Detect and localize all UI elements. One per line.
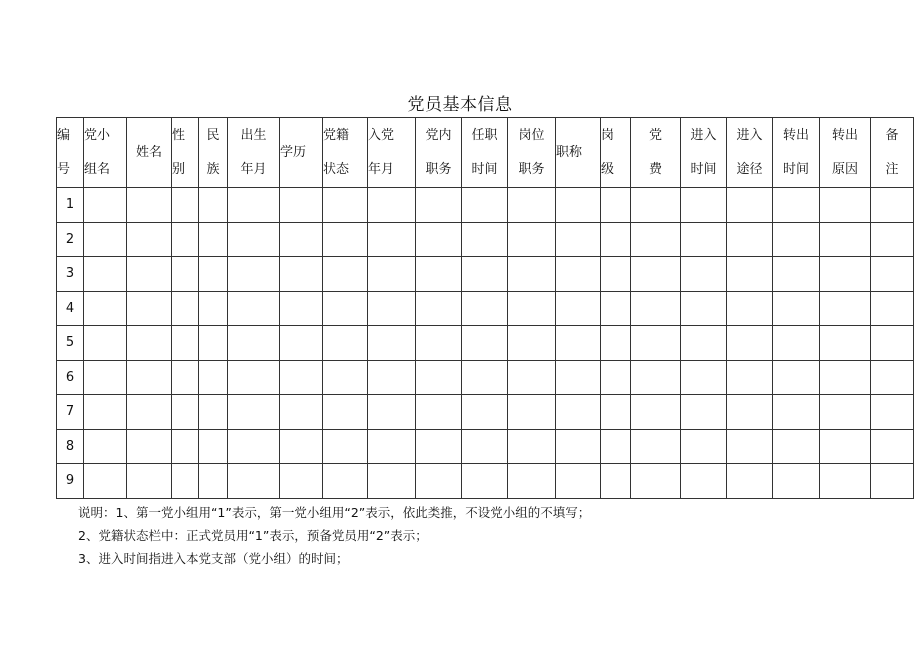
column-header-text: 任职 [471,127,498,143]
table-cell[interactable] [871,222,914,257]
table-cell[interactable] [172,188,199,223]
column-header [416,118,462,188]
table-cell[interactable] [820,257,871,292]
column-header-text: 时间 [782,161,809,177]
table-cell[interactable] [773,188,820,223]
table-cell[interactable] [228,395,280,430]
table-cell[interactable] [84,291,127,326]
table-cell[interactable] [84,222,127,257]
table-cell[interactable] [508,291,556,326]
member-info-table [56,117,914,499]
table-cell[interactable] [84,188,127,223]
column-header-text: 时间 [690,161,717,177]
column-header-text: 年月 [240,161,267,177]
table-cell[interactable] [199,257,228,292]
column-header-text: 费 [648,161,662,177]
table-cell[interactable] [368,395,416,430]
table-cell[interactable] [681,291,727,326]
table-cell[interactable] [172,429,199,464]
column-header-text: 入党 [368,127,395,143]
table-cell[interactable] [462,326,508,361]
table-cell[interactable] [127,188,172,223]
table-cell[interactable] [820,395,871,430]
table-cell[interactable] [280,188,323,223]
row-number: 1 [57,188,84,223]
column-header [323,118,368,188]
table-cell[interactable] [508,395,556,430]
table-cell[interactable] [199,360,228,395]
table-cell[interactable] [556,291,601,326]
table-row [57,257,914,292]
table-cell[interactable] [820,291,871,326]
table-cell[interactable] [681,360,727,395]
table-cell[interactable] [462,464,508,499]
table-cell[interactable] [462,188,508,223]
table-cell[interactable] [323,395,368,430]
table-cell[interactable] [368,188,416,223]
note-line: 3、进入时间指进入本党支部（党小组）的时间； [78,551,349,566]
column-header [508,118,556,188]
column-header-text: 进入 [690,127,717,143]
table-cell[interactable] [172,257,199,292]
table-cell[interactable] [199,222,228,257]
table-cell[interactable] [773,291,820,326]
column-header [601,118,631,188]
table-cell[interactable] [508,222,556,257]
column-header [228,118,280,188]
table-cell[interactable] [416,188,462,223]
table-cell[interactable] [631,326,681,361]
table-cell[interactable] [416,222,462,257]
table-cell[interactable] [199,291,228,326]
column-header-text: 民 [206,127,220,143]
column-header-text: 职称 [556,144,583,160]
table-cell[interactable] [416,360,462,395]
table-row [57,188,914,223]
column-header [871,118,914,188]
table-cell[interactable] [323,257,368,292]
table-cell[interactable] [280,291,323,326]
column-header-text: 党小 [84,127,111,143]
table-cell[interactable] [416,395,462,430]
page-title: 党员基本信息 [407,95,513,115]
table-row [57,429,914,464]
table-cell[interactable] [462,222,508,257]
table-cell[interactable] [280,326,323,361]
table-cell[interactable] [681,222,727,257]
table-cell[interactable] [127,291,172,326]
table-cell[interactable] [601,429,631,464]
table-cell[interactable] [773,464,820,499]
table-cell[interactable] [601,222,631,257]
table-cell[interactable] [820,188,871,223]
column-header-text: 组名 [84,161,111,177]
table-cell[interactable] [601,291,631,326]
table-cell[interactable] [280,464,323,499]
table-row [57,360,914,395]
table-cell[interactable] [368,291,416,326]
column-header [368,118,416,188]
column-header-text: 编 [57,127,71,143]
table-cell[interactable] [323,222,368,257]
table-cell[interactable] [727,429,773,464]
table-cell[interactable] [727,464,773,499]
table-cell[interactable] [631,395,681,430]
table-cell[interactable] [508,257,556,292]
table-cell[interactable] [228,222,280,257]
table-cell[interactable] [601,360,631,395]
table-cell[interactable] [871,395,914,430]
table-cell[interactable] [199,464,228,499]
column-header [631,118,681,188]
table-cell[interactable] [631,222,681,257]
table-cell[interactable] [820,222,871,257]
table-cell[interactable] [416,464,462,499]
table-cell[interactable] [368,360,416,395]
column-header [199,118,228,188]
table-cell[interactable] [871,257,914,292]
column-header-text: 职务 [425,161,452,177]
table-cell[interactable] [84,429,127,464]
table-cell[interactable] [199,188,228,223]
table-cell[interactable] [368,464,416,499]
note-line: 说明：1、第一党小组用“1”表示，第一党小组用“2”表示，依此类推，不设党小组的不填写； [78,505,591,520]
column-header [57,118,84,188]
column-header-text: 姓名 [135,144,162,160]
table-cell[interactable] [681,326,727,361]
table-cell[interactable] [871,429,914,464]
table-cell[interactable] [631,360,681,395]
table-cell[interactable] [556,222,601,257]
table-cell[interactable] [820,360,871,395]
table-cell[interactable] [556,188,601,223]
table-row [57,326,914,361]
table-cell[interactable] [773,360,820,395]
column-header-text: 别 [172,161,186,177]
table-cell[interactable] [127,395,172,430]
table-cell[interactable] [508,464,556,499]
table-cell[interactable] [727,326,773,361]
table-cell[interactable] [84,326,127,361]
table-cell[interactable] [323,326,368,361]
table-cell[interactable] [172,222,199,257]
table-cell[interactable] [416,257,462,292]
table-cell[interactable] [727,257,773,292]
note-line: 2、党籍状态栏中：正式党员用“1”表示，预备党员用“2”表示； [78,528,428,543]
column-header [172,118,199,188]
table-cell[interactable] [556,257,601,292]
table-cell[interactable] [172,395,199,430]
table-cell[interactable] [871,464,914,499]
table-cell[interactable] [199,429,228,464]
table-cell[interactable] [228,257,280,292]
table-cell[interactable] [228,291,280,326]
table-cell[interactable] [368,326,416,361]
table-cell[interactable] [462,429,508,464]
column-header-text: 岗位 [518,127,545,143]
table-cell[interactable] [228,464,280,499]
table-cell[interactable] [84,464,127,499]
table-cell[interactable] [681,429,727,464]
table-cell[interactable] [631,291,681,326]
column-header-text: 原因 [831,161,858,177]
column-header-text: 性 [172,127,186,143]
column-header [462,118,508,188]
table-cell[interactable] [631,464,681,499]
table-cell[interactable] [280,222,323,257]
table-cell[interactable] [416,326,462,361]
table-cell[interactable] [84,395,127,430]
table-cell[interactable] [556,464,601,499]
table-cell[interactable] [84,360,127,395]
table-cell[interactable] [820,429,871,464]
table-cell[interactable] [127,429,172,464]
column-header-text: 岗 [601,127,615,143]
column-header-text: 学历 [280,144,307,160]
column-header-text: 转出 [831,127,858,143]
column-header-text: 注 [885,161,899,177]
table-cell[interactable] [556,326,601,361]
column-header-text: 出生 [240,127,267,143]
table-cell[interactable] [323,360,368,395]
table-cell[interactable] [228,326,280,361]
table-cell[interactable] [172,360,199,395]
column-header-text: 党 [648,127,662,143]
table-cell[interactable] [323,188,368,223]
column-header [84,118,127,188]
table-cell[interactable] [773,222,820,257]
table-cell[interactable] [556,429,601,464]
table-cell[interactable] [280,257,323,292]
table-cell[interactable] [323,429,368,464]
column-header-text: 转出 [782,127,809,143]
table-cell[interactable] [681,464,727,499]
table-cell[interactable] [631,257,681,292]
table-cell[interactable] [172,326,199,361]
column-header [820,118,871,188]
table-cell[interactable] [416,291,462,326]
table-cell[interactable] [508,360,556,395]
table-cell[interactable] [727,360,773,395]
column-header-text: 党籍 [323,127,350,143]
table-cell[interactable] [871,188,914,223]
table-cell[interactable] [199,326,228,361]
row-number: 9 [57,464,84,499]
column-header-text: 号 [57,161,71,177]
table-cell[interactable] [462,291,508,326]
table-cell[interactable] [601,188,631,223]
table-cell[interactable] [681,395,727,430]
row-number: 6 [57,360,84,395]
table-cell[interactable] [462,360,508,395]
table-cell[interactable] [727,291,773,326]
table-cell[interactable] [601,257,631,292]
table-cell[interactable] [127,222,172,257]
table-cell[interactable] [368,429,416,464]
table-cell[interactable] [601,326,631,361]
row-number: 2 [57,222,84,257]
table-cell[interactable] [871,360,914,395]
table-cell[interactable] [727,395,773,430]
table-cell[interactable] [199,395,228,430]
table-cell[interactable] [462,257,508,292]
table-cell[interactable] [871,326,914,361]
table-cell[interactable] [631,188,681,223]
row-number: 8 [57,429,84,464]
row-number: 5 [57,326,84,361]
table-cell[interactable] [127,326,172,361]
table-cell[interactable] [601,464,631,499]
table-cell[interactable] [773,326,820,361]
column-header [681,118,727,188]
column-header-text: 族 [206,161,220,177]
table-row [57,291,914,326]
table-cell[interactable] [368,257,416,292]
table-cell[interactable] [556,395,601,430]
table-cell[interactable] [820,326,871,361]
column-header-text: 途径 [736,161,763,177]
column-header [280,118,323,188]
table-cell[interactable] [127,360,172,395]
table-cell[interactable] [280,429,323,464]
row-number: 3 [57,257,84,292]
column-header-text: 职务 [518,161,545,177]
table-cell[interactable] [228,188,280,223]
column-header-text: 党内 [425,127,452,143]
column-header-text: 级 [601,161,615,177]
table-row [57,222,914,257]
table-cell[interactable] [773,257,820,292]
header-row [57,118,914,188]
row-number: 7 [57,395,84,430]
table-cell[interactable] [172,291,199,326]
table-cell[interactable] [416,429,462,464]
table-cell[interactable] [462,395,508,430]
table-row [57,464,914,499]
column-header [556,118,601,188]
table-cell[interactable] [508,188,556,223]
table-cell[interactable] [727,188,773,223]
table-cell[interactable] [871,291,914,326]
table-cell[interactable] [681,257,727,292]
table-cell[interactable] [323,464,368,499]
table-cell[interactable] [556,360,601,395]
column-header-text: 备 [885,127,899,143]
table-cell[interactable] [508,429,556,464]
column-header [127,118,172,188]
table-cell[interactable] [280,360,323,395]
table-cell[interactable] [127,464,172,499]
table-cell[interactable] [228,429,280,464]
table-cell[interactable] [601,395,631,430]
table-cell[interactable] [681,188,727,223]
column-header [727,118,773,188]
table-cell[interactable] [172,464,199,499]
table-cell[interactable] [727,222,773,257]
column-header-text: 年月 [368,161,395,177]
table-cell[interactable] [820,464,871,499]
table-cell[interactable] [228,360,280,395]
table-cell[interactable] [773,429,820,464]
table-row [57,395,914,430]
table-cell[interactable] [508,326,556,361]
column-header-text: 状态 [323,161,350,177]
table-cell[interactable] [323,291,368,326]
table-cell[interactable] [127,257,172,292]
row-number: 4 [57,291,84,326]
column-header [773,118,820,188]
column-header-text: 进入 [736,127,763,143]
table-cell[interactable] [368,222,416,257]
table-cell[interactable] [84,257,127,292]
table-cell[interactable] [773,395,820,430]
table-cell[interactable] [631,429,681,464]
table-cell[interactable] [280,395,323,430]
column-header-text: 时间 [471,161,498,177]
